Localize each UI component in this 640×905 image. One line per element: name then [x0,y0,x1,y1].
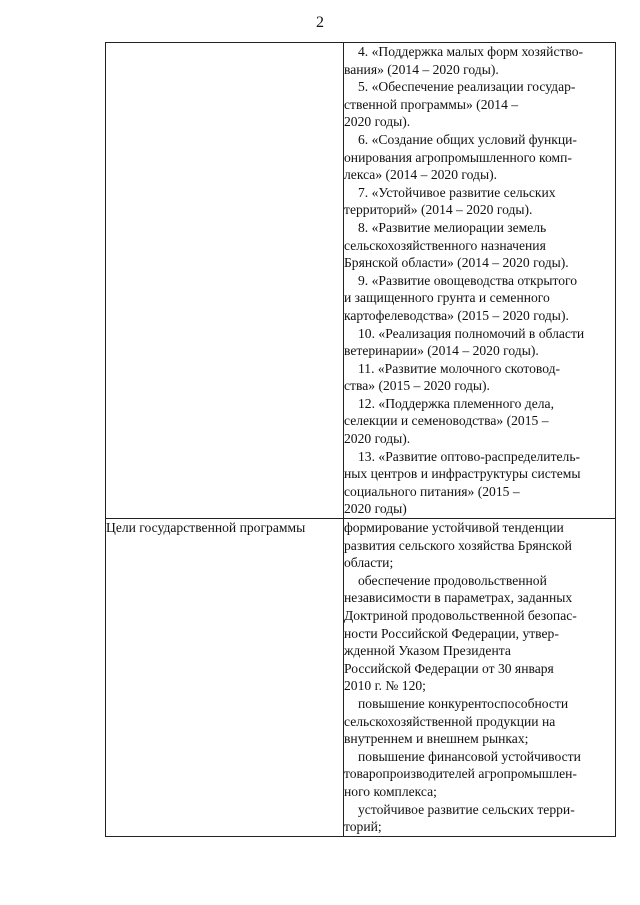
program-goals-cell [344,519,616,837]
subprogram-line: ственной программы» (2014 – [344,96,519,112]
goal-line: формирование устойчивой тенденции [344,520,564,536]
program-goals-list [344,519,615,836]
subprograms-list-cell [344,43,616,519]
subprogram-line: 10. «Реализация полномочий в области [358,325,585,341]
goal-line: области; [344,555,394,571]
subprogram-line: лекса» (2014 – 2020 годы). [344,167,498,183]
goal-line: повышение финансовой устойчивости [358,748,581,764]
goal-line: Российской Федерации от 30 января [344,660,554,676]
subprogram-line: вания» (2014 – 2020 годы). [344,61,499,77]
program-goals-label: Цели государственной программы [106,519,344,837]
subprograms-list [344,43,615,518]
goal-line: независимости в параметрах, заданных [344,590,573,606]
goal-line: Доктриной продовольственной безопас- [344,608,577,623]
goal-line: товаропроизводителей агропромышлен- [344,766,577,782]
subprogram-line: 2020 годы). [344,114,411,130]
subprogram-line: территорий» (2014 – 2020 годы). [344,202,533,218]
subprogram-line: 13. «Развитие оптово-распределитель- [358,448,581,464]
goal-line: повышение конкурентоспособности [358,695,569,711]
subprogram-line: картофелеводства» (2015 – 2020 годы). [344,307,569,323]
page-number: 2 [316,14,324,31]
goal-line: 2010 г. № 120; [344,678,426,694]
subprogram-line: ства» (2015 – 2020 годы). [344,378,490,394]
table-row [106,519,616,837]
subprogram-line: социального питания» (2015 – [344,483,520,499]
subprogram-line: 2020 годы). [344,431,411,447]
program-passport-table [105,42,616,837]
goal-line: устойчивое развитие сельских терри- [358,801,575,817]
table-row [106,43,616,519]
goal-line: развития сельского хозяйства Брянской [344,537,572,553]
goal-line: обеспечение продовольственной [358,572,547,588]
subprogram-line: 4. «Поддержка малых форм хозяйство- [358,44,584,59]
subprogram-line: 6. «Создание общих условий функци- [358,131,577,147]
goal-line: торий; [344,819,382,835]
goal-line: жденной Указом Президента [344,643,511,659]
subprogram-line: ветеринарии» (2014 – 2020 годы). [344,343,539,359]
subprogram-line: и защищенного грунта и семенного [344,290,550,306]
goal-line: сельскохозяйственной продукции на [344,713,556,729]
subprogram-line: ных центров и инфраструктуры системы [344,466,581,482]
subprogram-line: онирования агропромышленного комп- [344,149,572,165]
subprogram-line: 8. «Развитие мелиорации земель [358,219,547,235]
subprogram-line: сельскохозяйственного назначения [344,237,546,253]
goal-line: ности Российской Федерации, утвер- [344,625,559,641]
subprogram-line: 9. «Развитие овощеводства открытого [358,272,578,288]
goal-line: ного комплекса; [344,783,437,799]
goal-line: внутреннем и внешнем рынках; [344,731,529,747]
subprogram-line: 2020 годы) [344,501,407,517]
subprogram-line: селекции и семеноводства» (2015 – [344,413,549,429]
subprogram-line: 7. «Устойчивое развитие сельских [358,184,556,200]
subprogram-line: Брянской области» (2014 – 2020 годы). [344,255,569,271]
row1-left-cell [106,43,344,519]
subprogram-line: 5. «Обеспечение реализации государ- [358,79,576,95]
subprogram-line: 12. «Поддержка племенного дела, [358,395,554,411]
subprogram-line: 11. «Развитие молочного скотовод- [358,360,561,376]
